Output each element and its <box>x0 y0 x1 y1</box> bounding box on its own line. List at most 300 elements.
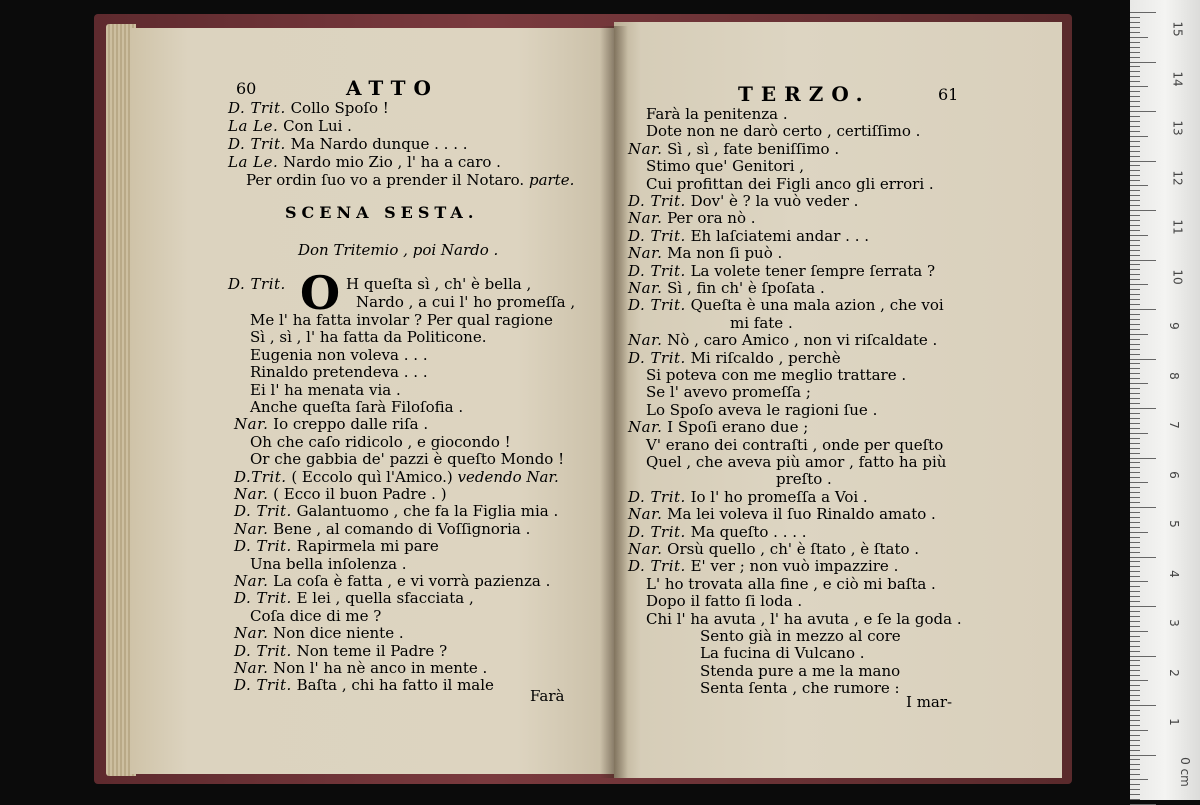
ruler-number: 12 <box>1170 169 1185 186</box>
line-text: Collo Spoſo ! <box>290 99 389 117</box>
ruler-tick <box>1130 448 1140 449</box>
ruler-tick <box>1130 86 1148 87</box>
line-text: Una bella inſolenza . <box>250 554 407 573</box>
ruler-tick <box>1130 517 1140 518</box>
book-gutter <box>600 26 628 778</box>
line-text: Rapirmela mi pare <box>296 537 439 556</box>
ruler-tick <box>1130 502 1140 503</box>
line-text: La fucina di Vulcano . <box>700 644 865 663</box>
ruler-tick <box>1130 675 1140 676</box>
ruler-tick <box>1130 245 1140 246</box>
text-line: Nardo , a cui l' ho promeſſa , <box>356 293 576 311</box>
ruler-tick <box>1130 418 1140 419</box>
speaker-label: Nar. <box>234 572 269 590</box>
ruler-tick <box>1130 601 1140 602</box>
text-line <box>646 176 934 193</box>
ruler-tick <box>1130 76 1140 77</box>
ruler-tick <box>1130 220 1140 221</box>
ruler-tick <box>1130 111 1156 112</box>
ruler-tick <box>1130 710 1140 711</box>
ruler-tick <box>1130 561 1140 562</box>
ruler-tick <box>1130 230 1140 231</box>
ruler-tick <box>1130 403 1140 404</box>
ruler-tick <box>1130 200 1140 201</box>
text-line <box>646 123 920 140</box>
line-text: ( Eccolo quì l'Amico.) <box>291 467 453 486</box>
ruler-tick <box>1130 690 1140 691</box>
speaker-label: Nar. <box>628 331 663 350</box>
ruler-tick <box>1130 339 1140 340</box>
line-text: Mi riſcaldo , perchè <box>690 348 841 367</box>
ruler-tick <box>1130 62 1156 63</box>
ruler-tick <box>1130 794 1140 795</box>
ruler-tick <box>1130 225 1140 226</box>
text-line <box>776 471 832 488</box>
text-line <box>646 384 811 401</box>
ruler-tick <box>1130 304 1140 305</box>
right-page-number: 61 <box>938 85 959 104</box>
ruler-tick <box>1130 81 1140 82</box>
ruler-tick <box>1130 774 1140 775</box>
ruler-tick <box>1130 269 1140 270</box>
ruler-tick <box>1130 368 1140 369</box>
ruler-tick <box>1130 646 1140 647</box>
text-line <box>628 332 937 349</box>
ruler-tick <box>1130 576 1140 577</box>
ruler-tick <box>1130 91 1140 92</box>
speaker-label: D. Trit. <box>234 589 292 608</box>
ruler-tick <box>1130 784 1140 785</box>
ruler-number: 6 <box>1166 470 1181 479</box>
text-line <box>628 193 858 210</box>
ruler-tick <box>1130 413 1140 414</box>
speaker-label: La Le. <box>228 153 279 171</box>
line-text: Non teme il Padre ? <box>296 641 448 660</box>
speaker-label: Nar. <box>234 519 269 538</box>
line-text: Rinaldo pretendeva . . . <box>250 363 428 382</box>
speaker-label: La Le. <box>228 117 279 135</box>
ruler-tick <box>1130 205 1140 206</box>
ruler-tick <box>1130 487 1140 488</box>
ruler-tick <box>1130 349 1140 350</box>
catchword: Farà <box>530 687 565 705</box>
ruler-tick <box>1130 279 1140 280</box>
line-text: Cui profittan dei Figli anco gli errori . <box>646 174 934 193</box>
speaker-label: D. Trit. <box>628 522 686 541</box>
text-line <box>628 280 825 297</box>
line-text: Orsù quello , ch' è ſtato , è ſtato . <box>667 540 920 558</box>
ruler-number: 7 <box>1166 421 1181 429</box>
ruler-tick <box>1130 720 1140 721</box>
speaker-label: D. Trit. <box>628 487 686 506</box>
ruler-tick <box>1130 458 1156 459</box>
ruler-tick <box>1130 581 1148 582</box>
ruler-tick <box>1130 170 1140 171</box>
ruler-tick <box>1130 527 1140 528</box>
speaker-label: Nar. <box>628 505 663 524</box>
line-text: Oh che caſo ridicolo , e giocondo ! <box>250 432 511 451</box>
ruler-tick <box>1130 433 1148 434</box>
line-text: La coſa è fatta , e vi vorrà pazienza . <box>273 572 551 590</box>
text-line <box>628 541 919 558</box>
ruler-tick <box>1130 344 1140 345</box>
line-text: E' ver ; non vuò impazzire . <box>690 557 899 576</box>
ruler-tick <box>1130 71 1140 72</box>
ruler-tick <box>1130 735 1140 736</box>
ruler-number: 11 <box>1170 219 1185 235</box>
ruler-tick <box>1130 235 1148 236</box>
ruler-tick <box>1130 398 1140 399</box>
text-line <box>234 625 404 642</box>
ruler-tick <box>1130 428 1140 429</box>
ruler-tick <box>1130 309 1156 310</box>
line-text: Io creppo dalle riſa . <box>273 415 429 434</box>
text-line <box>234 643 447 660</box>
line-text: Dopo il fatto ſi loda . <box>646 592 803 611</box>
ruler-tick <box>1130 695 1140 696</box>
ruler-tick <box>1130 17 1140 18</box>
line-text: Stimo que' Genitori , <box>646 157 805 176</box>
speaker-label: Nar. <box>628 244 663 263</box>
ruler-tick <box>1130 522 1140 523</box>
ruler-tick <box>1130 289 1140 290</box>
line-text: Nò , caro Amico , non vi riſcaldate . <box>667 331 938 350</box>
text-line <box>628 228 869 245</box>
text-line <box>628 245 782 262</box>
line-text: Baſta , chi ha fatto il male <box>296 676 494 695</box>
line-text: Dov' è ? la vuò veder . <box>690 192 859 210</box>
text-line <box>250 608 381 625</box>
text-line <box>700 645 865 662</box>
line-text: Ma Nardo dunque . . . . <box>290 135 468 153</box>
text-line <box>250 312 553 329</box>
ruler-tick <box>1130 552 1140 553</box>
speaker-label: D. Trit. <box>228 135 286 153</box>
text-line <box>628 506 936 523</box>
ruler-tick <box>1130 161 1156 162</box>
text-line <box>628 297 944 314</box>
line-text: Chi l' ha avuta , l' ha avuta , e ſe la goda . <box>646 609 962 628</box>
ruler-tick <box>1130 141 1140 142</box>
ruler-tick <box>1130 324 1140 325</box>
text-line <box>246 172 574 189</box>
ruler-tick <box>1130 462 1140 463</box>
ruler-tick <box>1130 759 1140 760</box>
text-line <box>228 154 501 171</box>
line-text: I Spoſi erano due ; <box>667 418 809 437</box>
ruler-tick <box>1130 373 1140 374</box>
line-text: Non l' ha nè anco in mente . <box>273 659 488 677</box>
ruler-tick <box>1130 27 1140 28</box>
ruler-tick <box>1130 438 1140 439</box>
ruler-tick <box>1130 260 1156 261</box>
text-line <box>250 399 463 416</box>
ruler-tick <box>1130 665 1140 666</box>
ruler-tick <box>1130 131 1140 132</box>
text-line <box>646 454 946 471</box>
ruler-tick <box>1130 547 1140 548</box>
text-line <box>234 677 494 694</box>
line-text: Quel , che aveva più amor , fatto ha più <box>646 453 947 471</box>
speaker-label: Nar. <box>234 624 269 643</box>
ruler-tick <box>1130 299 1140 300</box>
ruler-tick <box>1130 354 1140 355</box>
ruler-tick <box>1130 641 1140 642</box>
ruler-number: 3 <box>1166 619 1181 627</box>
line-text: Per ora nò . <box>667 209 756 228</box>
line-text: Me l' ha fatta involar ? Per qual ragione <box>250 311 553 329</box>
line-text: Stenda pure a me la mano <box>700 661 901 680</box>
ruler-tick <box>1130 586 1140 587</box>
drop-cap: O <box>300 266 341 320</box>
speaker-label: Nar. <box>628 418 663 437</box>
speaker-label: D. Trit. <box>628 192 686 210</box>
ruler-number: 5 <box>1166 520 1181 528</box>
speaker-label: D. Trit. <box>234 641 292 660</box>
speaker-label: Nar. <box>234 659 269 677</box>
ruler-tick <box>1130 264 1140 265</box>
ruler-tick <box>1130 12 1156 13</box>
catchword: I mar- <box>906 693 953 711</box>
line-text: Con Lui . <box>283 117 352 135</box>
ruler-tick <box>1130 626 1140 627</box>
line-text: Sì , sì , l' ha fatta da Politicone. <box>250 328 487 347</box>
ruler-tick <box>1130 116 1140 117</box>
line-text: Sì , fin ch' è ſpoſata . <box>667 279 825 297</box>
ruler-number: 14 <box>1170 70 1185 87</box>
stage-direction: parte. <box>528 171 575 189</box>
text-line <box>646 593 802 610</box>
line-text: Eh laſciatemi andar . . . <box>690 226 870 245</box>
speaker-label: D. Trit. <box>234 502 292 521</box>
ruler-tick <box>1130 725 1140 726</box>
speaker-label: D. Trit. <box>628 226 686 245</box>
ruler-tick <box>1130 334 1148 335</box>
ruler-tick <box>1130 250 1140 251</box>
ruler-tick <box>1130 151 1140 152</box>
line-text: ( Ecco il buon Padre . ) <box>273 485 447 503</box>
text-line <box>234 590 474 607</box>
ruler-tick <box>1130 537 1140 538</box>
speaker-label: D. Trit. <box>628 557 686 576</box>
ruler-tick <box>1130 616 1140 617</box>
ruler-tick <box>1130 705 1156 706</box>
ruler-tick <box>1130 611 1140 612</box>
ruler-tick <box>1130 156 1140 157</box>
line-text: Sì , sì , fate beniſſimo . <box>667 139 840 158</box>
right-running-head: TERZO. <box>738 82 871 106</box>
line-text: Lo Spoſo aveva le ragioni ſue . <box>646 400 878 419</box>
speaker-label: D. Trit. <box>628 261 686 280</box>
ruler-tick <box>1130 359 1156 360</box>
text-line <box>234 521 530 538</box>
ruler-tick <box>1130 106 1140 107</box>
ruler-tick <box>1130 42 1140 43</box>
text-line <box>628 558 898 575</box>
left-page-number: 60 <box>236 79 257 98</box>
ruler-tick <box>1130 764 1140 765</box>
line-text: Ei l' ha menata via . <box>250 380 401 399</box>
ruler-tick <box>1130 146 1140 147</box>
ruler-tick <box>1130 680 1148 681</box>
ruler-tick <box>1130 57 1140 58</box>
ruler-tick <box>1130 591 1140 592</box>
text-line: H queſta sì , ch' è bella , <box>346 275 532 293</box>
speaker-label: D. Trit. <box>234 676 292 695</box>
text-line <box>628 141 839 158</box>
measuring-ruler <box>1130 0 1200 800</box>
text-line <box>646 367 906 384</box>
speaker-label: D. Trit. <box>628 348 686 367</box>
text-line <box>646 402 877 419</box>
text-line <box>700 663 900 680</box>
ruler-tick <box>1130 492 1140 493</box>
text-line <box>628 350 841 367</box>
ruler-tick <box>1130 745 1140 746</box>
ruler-tick <box>1130 383 1148 384</box>
ruler-tick <box>1130 631 1148 632</box>
ruler-tick <box>1130 408 1156 409</box>
line-text: Nardo mio Zio , l' ha a caro . <box>283 153 501 171</box>
ruler-tick <box>1130 363 1140 364</box>
line-text: Non dice niente . <box>273 624 404 643</box>
ruler-number: 9 <box>1166 322 1181 330</box>
ruler-tick <box>1130 175 1140 176</box>
text-line <box>250 556 407 573</box>
ruler-tick <box>1130 32 1140 33</box>
ruler-tick <box>1130 477 1140 478</box>
line-text: Senta ſenta , che rumore : <box>700 679 900 698</box>
ruler-tick <box>1130 740 1140 741</box>
ruler-tick <box>1130 319 1140 320</box>
line-text: Or che gabbia de' pazzi è queſto Mondo ! <box>250 450 565 469</box>
ruler-tick <box>1130 66 1140 67</box>
ruler-tick <box>1130 22 1140 23</box>
scene-title: SCENA SESTA. <box>285 203 479 222</box>
ruler-tick <box>1130 482 1148 483</box>
ruler-tick <box>1130 700 1140 701</box>
speaker-label: D.Trit. <box>234 467 287 486</box>
ruler-tick <box>1130 467 1140 468</box>
line-text: Anche queſta ſarà Filoſofia . <box>250 398 464 416</box>
text-line <box>628 524 807 541</box>
line-text: Bene , al comando di Voſſignoria . <box>273 519 531 538</box>
ruler-tick <box>1130 126 1140 127</box>
ruler-tick <box>1130 165 1140 166</box>
text-line <box>250 382 401 399</box>
ruler-tick <box>1130 542 1140 543</box>
ruler-tick <box>1130 210 1156 211</box>
ruler-number: 15 <box>1170 21 1185 37</box>
ruler-tick <box>1130 715 1140 716</box>
ruler-tick <box>1130 329 1140 330</box>
text-line <box>234 538 439 555</box>
ruler-tick <box>1130 37 1148 38</box>
ruler-number: 4 <box>1166 569 1181 578</box>
stage-direction: vedendo Nar. <box>457 467 559 486</box>
ruler-tick <box>1130 314 1140 315</box>
ruler-tick <box>1130 240 1140 241</box>
speaker-label: Nar. <box>234 415 269 434</box>
ruler-tick <box>1130 378 1140 379</box>
speaker-label: D. Trit. <box>628 296 686 315</box>
ruler-tick <box>1130 52 1140 53</box>
ruler-tick <box>1130 596 1140 597</box>
line-text: Io l' ho promeſſa a Voi . <box>690 487 868 506</box>
line-text: L' ho trovata alla fine , e ciò mi baſta . <box>646 574 936 593</box>
ruler-tick <box>1130 507 1156 508</box>
line-text: preſto . <box>776 470 832 489</box>
ruler-tick <box>1130 121 1140 122</box>
line-text: Coſa dice di me ? <box>250 606 382 625</box>
ruler-tick <box>1130 730 1148 731</box>
ruler-tick <box>1130 750 1140 751</box>
text-line <box>228 100 389 117</box>
text-line <box>700 680 900 697</box>
line-text: V' erano dei contraſti , onde per queſto <box>646 435 944 454</box>
text-line <box>700 628 901 645</box>
ruler-tick <box>1130 96 1140 97</box>
text-line <box>628 489 868 506</box>
ruler-number: 2 <box>1166 668 1181 677</box>
ruler-tick <box>1130 651 1140 652</box>
ruler-tick <box>1130 621 1140 622</box>
ruler-tick <box>1130 274 1140 275</box>
line-text: Ma non ſi può . <box>667 244 783 263</box>
ruler-tick <box>1130 255 1140 256</box>
ruler-tick <box>1130 512 1140 513</box>
ruler-tick <box>1130 532 1148 533</box>
ruler-tick <box>1130 636 1140 637</box>
ruler-tick <box>1130 789 1140 790</box>
ruler-tick <box>1130 656 1156 657</box>
ruler-tick <box>1130 779 1148 780</box>
text-line <box>730 315 793 332</box>
speaker-label: Nar. <box>628 139 663 158</box>
line-text: E lei , quella sfacciata , <box>296 589 474 608</box>
text-line <box>234 573 550 590</box>
ruler-tick <box>1130 557 1156 558</box>
text-line <box>646 437 943 454</box>
text-line <box>228 136 468 153</box>
speaker-label: Nar. <box>628 540 663 558</box>
text-line <box>250 434 511 451</box>
text-line <box>234 416 428 433</box>
line-text: Galantuomo , che fa la Figlia mia . <box>296 502 559 521</box>
text-line <box>228 118 352 135</box>
ruler-tick <box>1130 755 1156 756</box>
ruler-tick <box>1130 685 1140 686</box>
line-text: Dote non ne darò certo , certiſſimo . <box>646 122 921 141</box>
text-line <box>250 451 564 468</box>
ruler-tick <box>1130 101 1140 102</box>
ruler-number: 10 <box>1170 268 1185 285</box>
line-text: Queſta è una mala azion , che voi <box>690 296 944 315</box>
line-text: Ma lei voleva il ſuo Rinaldo amato . <box>667 505 936 524</box>
ruler-number: 0 cm <box>1177 756 1192 787</box>
speaker-label: D. Trit. <box>228 275 286 293</box>
scene-characters: Don Tritemio , poi Nardo . <box>298 241 499 259</box>
line-text: La volete tener ſempre ſerrata ? <box>690 261 936 280</box>
ruler-tick <box>1130 660 1140 661</box>
text-line <box>234 469 559 486</box>
left-running-head: ATTO <box>346 76 439 100</box>
ruler-tick <box>1130 497 1140 498</box>
text-line <box>250 364 428 381</box>
line-text: Sento già in mezzo al core <box>700 627 901 645</box>
ruler-tick <box>1130 190 1140 191</box>
ruler-tick <box>1130 195 1140 196</box>
